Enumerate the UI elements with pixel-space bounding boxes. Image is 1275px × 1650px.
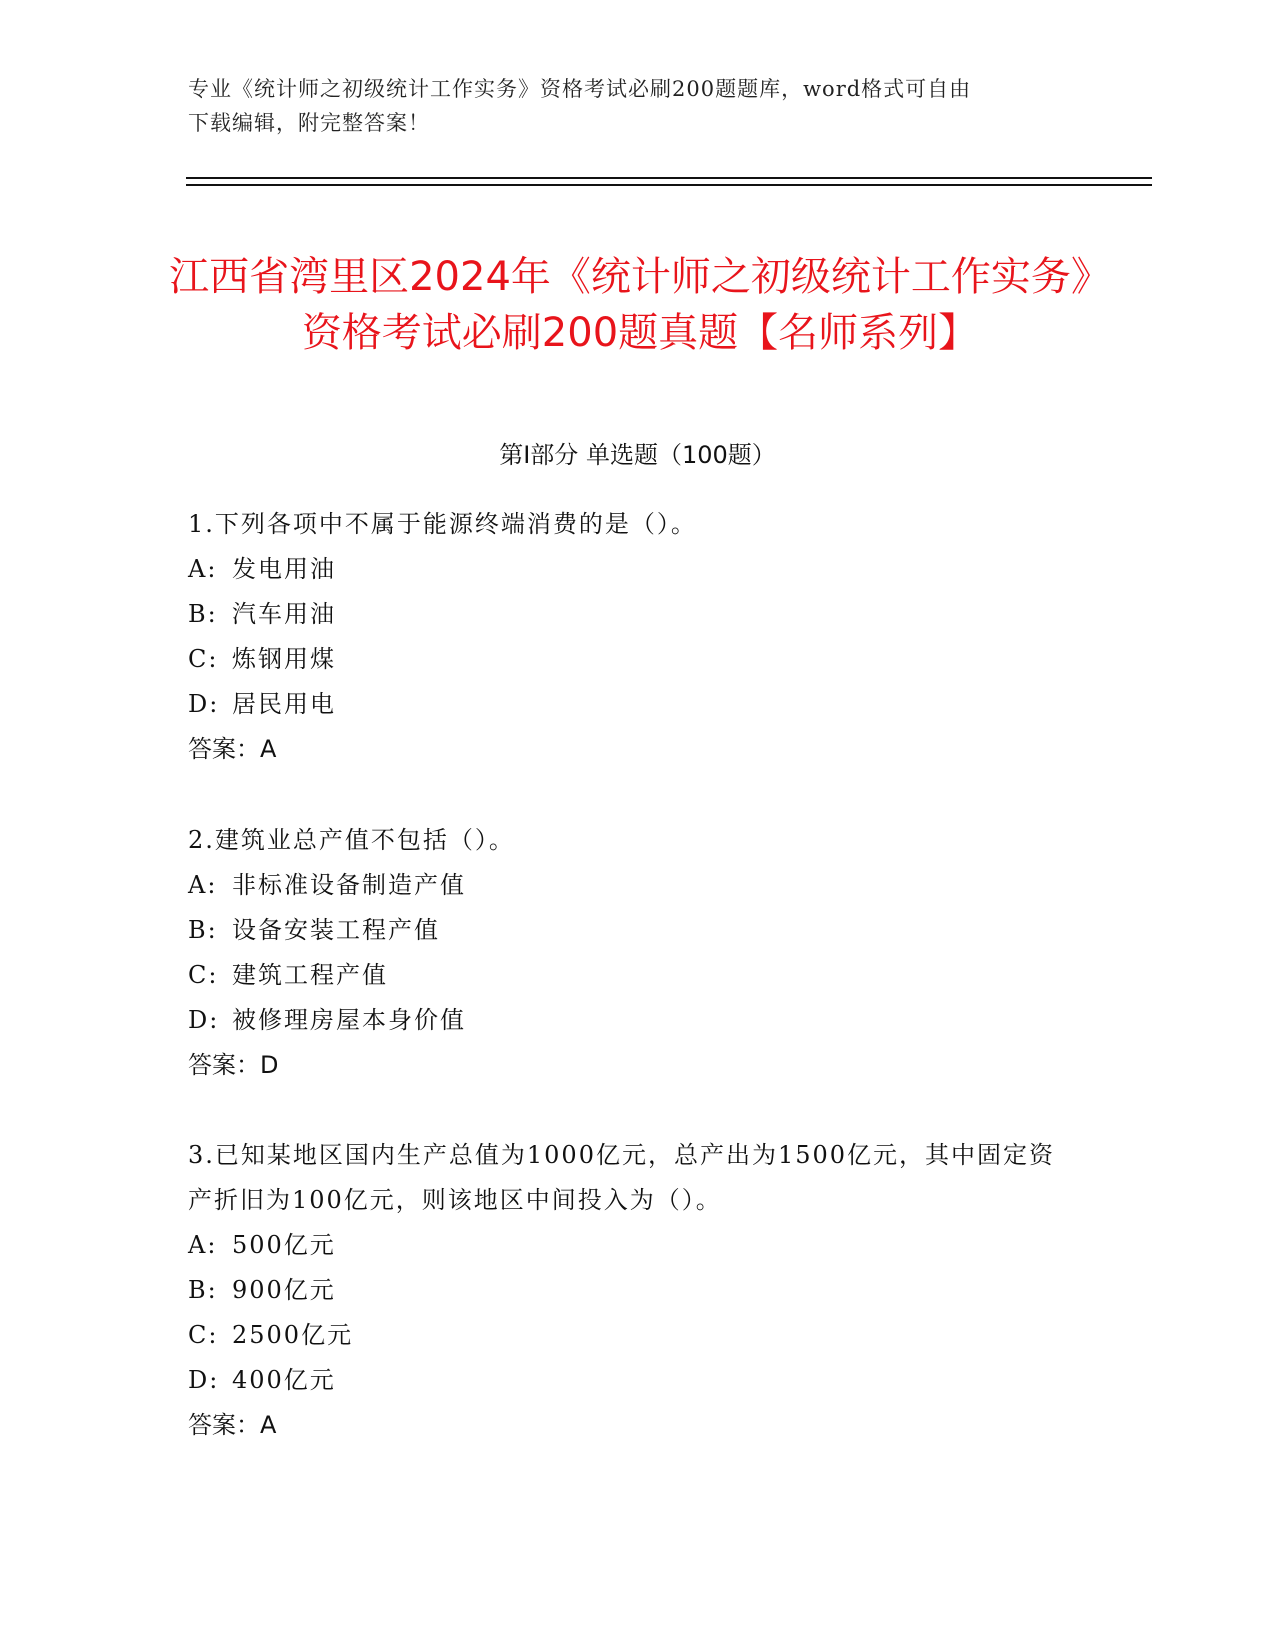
option-c	[188, 953, 1068, 998]
option-a	[188, 547, 1068, 592]
header-divider-bottom	[186, 184, 1152, 186]
option-text: 居民用电	[232, 690, 336, 718]
option-letter: A:	[188, 871, 218, 899]
option-text: 被修理房屋本身价值	[232, 1006, 466, 1034]
page-title: 江西省湾里区2024年《统计师之初级统计工作实务》资格考试必刷200题真题【名师系列】	[169, 253, 1111, 356]
section-heading: 第I部分 单选题（100题）	[499, 441, 776, 469]
option-text: 设备安装工程产值	[232, 916, 440, 944]
header-divider-top	[186, 177, 1152, 179]
answer-line: 答案：A	[188, 1411, 277, 1439]
option-a	[188, 1223, 1068, 1268]
question-2	[188, 818, 1068, 1088]
option-text: 900亿元	[232, 1276, 336, 1304]
option-c	[188, 637, 1068, 682]
header-note-line-2: 下载编辑，附完整答案！	[188, 111, 430, 135]
question-stem: 1.下列各项中不属于能源终端消费的是（）。	[188, 510, 697, 538]
option-d	[188, 682, 1068, 727]
answer-line: 答案：D	[188, 1051, 279, 1079]
option-letter: D:	[188, 1366, 220, 1394]
option-d	[188, 998, 1068, 1043]
option-text: 发电用油	[232, 555, 336, 583]
option-letter: A:	[188, 1231, 218, 1259]
option-a	[188, 863, 1068, 908]
header-note-line-1: 专业《统计师之初级统计工作实务》资格考试必刷200题题库，word格式可自由	[188, 77, 972, 101]
option-letter: D:	[188, 1006, 220, 1034]
option-letter: B:	[188, 916, 218, 944]
option-b	[188, 592, 1068, 637]
option-text: 2500亿元	[232, 1321, 354, 1349]
option-text: 400亿元	[232, 1366, 336, 1394]
option-text: 炼钢用煤	[232, 645, 336, 673]
option-letter: A:	[188, 555, 218, 583]
option-letter: C:	[188, 1321, 219, 1349]
question-stem: 3.已知某地区国内生产总值为1000亿元，总产出为1500亿元，其中固定资产折旧为100亿元，则该地区中间投入为（）。	[188, 1141, 1056, 1214]
option-letter: C:	[188, 645, 219, 673]
option-letter: B:	[188, 600, 218, 628]
option-d	[188, 1358, 1068, 1403]
option-letter: D:	[188, 690, 220, 718]
option-c	[188, 1313, 1068, 1358]
option-text: 汽车用油	[232, 600, 336, 628]
option-letter: C:	[188, 961, 219, 989]
option-b	[188, 1268, 1068, 1313]
question-stem: 2.建筑业总产值不包括（）。	[188, 826, 515, 854]
header-note	[188, 72, 1068, 140]
question-3	[188, 1133, 1068, 1448]
option-b	[188, 908, 1068, 953]
option-text: 500亿元	[232, 1231, 336, 1259]
option-letter: B:	[188, 1276, 218, 1304]
option-text: 非标准设备制造产值	[232, 871, 466, 899]
option-text: 建筑工程产值	[232, 961, 388, 989]
answer-line: 答案：A	[188, 735, 277, 763]
question-1	[188, 502, 1068, 772]
